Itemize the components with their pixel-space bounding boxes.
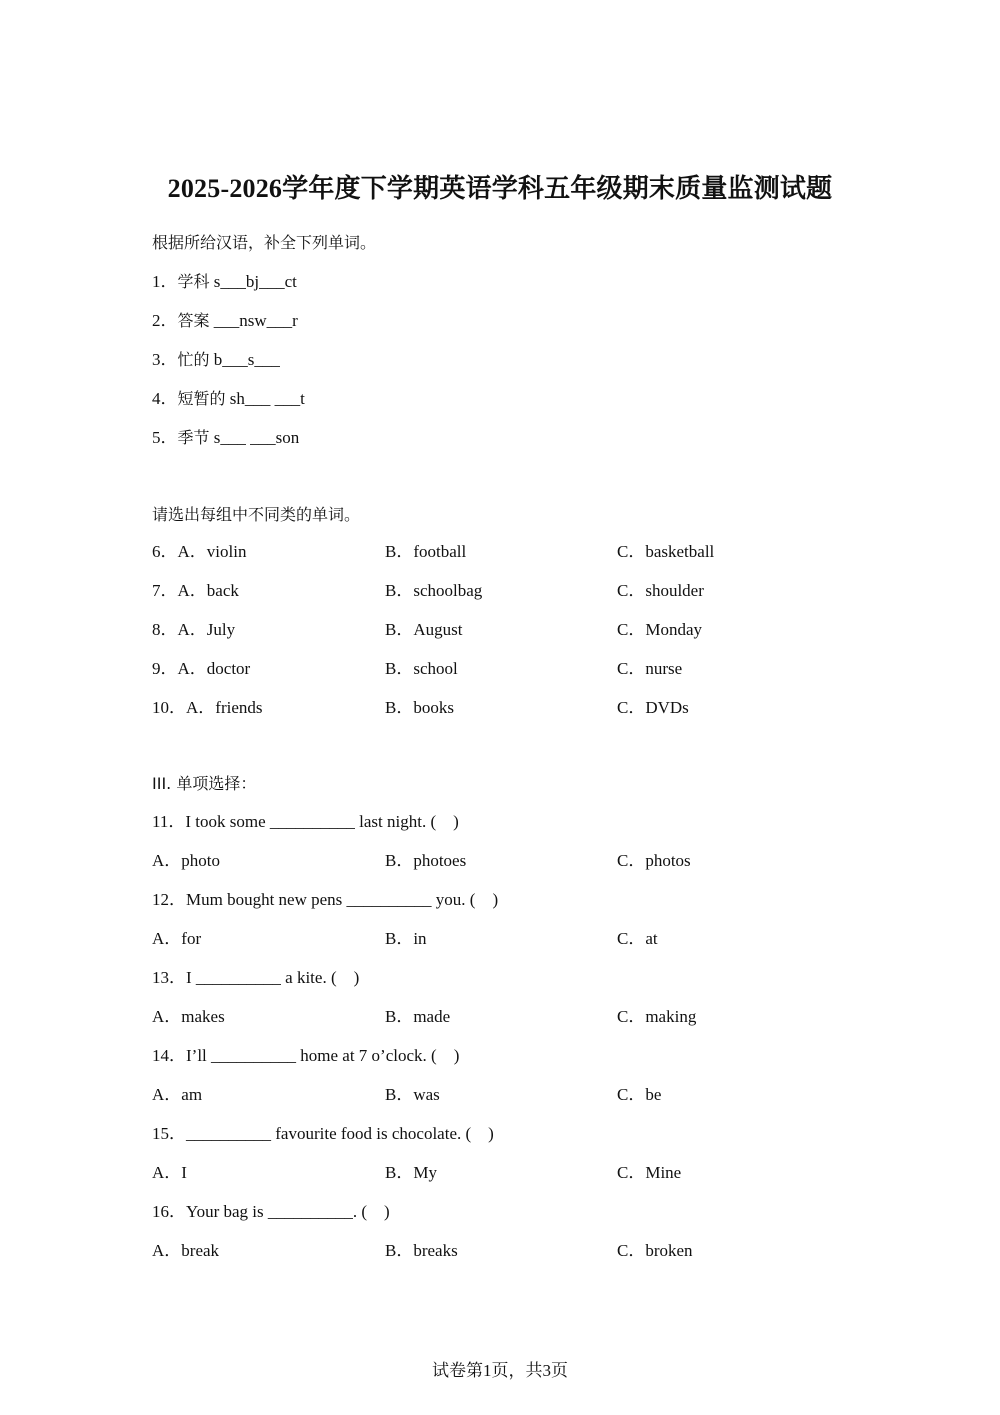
page-footer: 试卷第1页，共3页: [432, 1361, 568, 1380]
option-a: 10．A．friends: [152, 698, 263, 717]
item-number: 3．: [152, 350, 178, 369]
fill-word-item-1: [152, 271, 297, 293]
fill-word-item-5: [152, 427, 299, 449]
option-a: A．makes: [152, 1007, 225, 1026]
option-c: C．DVDs: [617, 698, 689, 717]
item-word: sh___ ___t: [225, 389, 305, 408]
item-word: s___ ___son: [209, 428, 300, 447]
option-c: C．broken: [617, 1241, 693, 1260]
question-16: 16．Your bag is __________. ( ): [152, 1202, 390, 1221]
fill-word-item-3: [152, 349, 280, 371]
option-c: C．be: [617, 1085, 662, 1104]
option-b: B．schoolbag: [385, 581, 483, 600]
option-b: B．in: [385, 929, 427, 948]
question-13: 13．I __________ a kite. ( ): [152, 968, 360, 987]
option-a: A．I: [152, 1163, 187, 1182]
item-chinese: 短暂的: [177, 389, 226, 408]
option-c: C．Monday: [617, 620, 702, 639]
option-c: C．at: [617, 929, 658, 948]
option-b: B．was: [385, 1085, 440, 1104]
item-chinese: 学科: [177, 272, 210, 291]
question-14: 14．I’ll __________ home at 7 o’clock. ( ): [152, 1046, 460, 1065]
section3-heading: III. 单项选择：: [152, 774, 257, 793]
option-c: C．nurse: [617, 659, 683, 678]
option-c: C．Mine: [617, 1163, 682, 1182]
item-number: 5．: [152, 428, 178, 447]
option-b: B．August: [385, 620, 463, 639]
option-a: A．for: [152, 929, 202, 948]
option-b: B．football: [385, 542, 467, 561]
option-a: A．break: [152, 1241, 220, 1260]
option-a: 9．A．doctor: [152, 659, 251, 678]
option-a: A．am: [152, 1085, 203, 1104]
item-word: b___s___: [209, 350, 280, 369]
option-b: B．My: [385, 1163, 437, 1182]
option-a: 7．A．back: [152, 581, 239, 600]
page-title: 2025-2026学年度下学期英语学科五年级期末质量监测试题: [167, 174, 833, 203]
option-b: B．made: [385, 1007, 451, 1026]
question-15: 15．__________ favourite food is chocolate. ( ): [152, 1124, 494, 1143]
option-c: C．photos: [617, 851, 691, 870]
option-b: B．school: [385, 659, 458, 678]
option-c: C．basketball: [617, 542, 715, 561]
item-number: 4．: [152, 389, 178, 408]
option-c: C．making: [617, 1007, 697, 1026]
option-a: 6．A．violin: [152, 542, 247, 561]
section1-heading: 根据所给汉语，补全下列单词。: [152, 233, 377, 252]
fill-word-item-4: [152, 388, 305, 410]
section2-heading: 请选出每组中不同类的单词。: [152, 505, 361, 524]
item-chinese: 季节: [177, 428, 210, 447]
item-number: 2．: [152, 311, 178, 330]
question-12: 12．Mum bought new pens __________ you. ( ): [152, 890, 499, 909]
item-number: 1．: [152, 272, 178, 291]
item-chinese: 忙的: [177, 350, 210, 369]
option-a: 8．A．July: [152, 620, 236, 639]
question-11: 11．I took some __________ last night. ( ): [152, 812, 459, 831]
option-b: B．books: [385, 698, 454, 717]
option-c: C．shoulder: [617, 581, 704, 600]
item-word: ___nsw___r: [209, 311, 298, 330]
fill-word-item-2: [152, 310, 298, 332]
option-b: B．breaks: [385, 1241, 458, 1260]
option-a: A．photo: [152, 851, 220, 870]
item-chinese: 答案: [177, 311, 210, 330]
item-word: s___bj___ct: [209, 272, 297, 291]
option-b: B．photoes: [385, 851, 467, 870]
